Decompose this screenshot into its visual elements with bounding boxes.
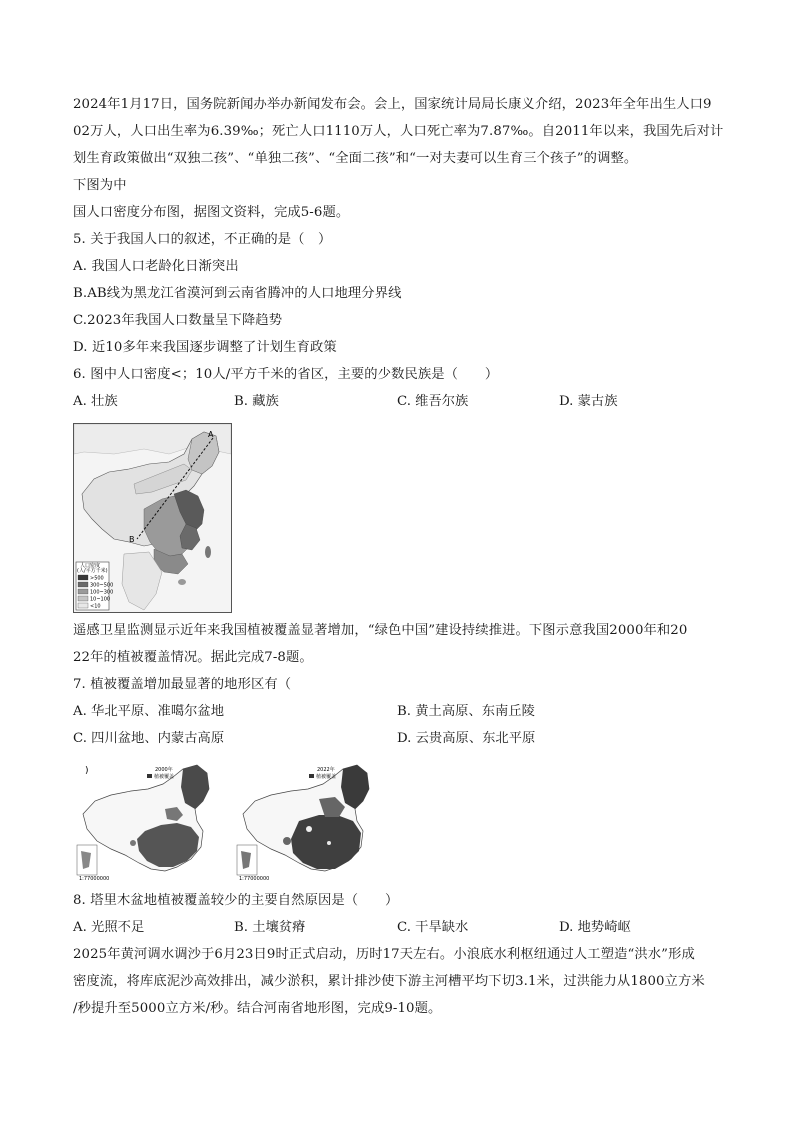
q8-option-c: C. 干旱缺水 [397, 920, 469, 935]
q7-stem: 7. 植被覆盖增加最显著的地形区有（ [73, 677, 292, 692]
q8-option-d: D. 地势崎岖 [559, 920, 631, 935]
intro3-line-2: 密度流，将库底泥沙高效排出，减少淤积，累计排沙使下游主河槽平均下切3.1米，过洪能力从1800立方米 [73, 974, 705, 989]
map2-left-legend: 植被覆盖 [154, 774, 175, 780]
q5-option-a: A. 我国人口老龄化日渐突出 [73, 259, 239, 274]
intro3-line-1: 2025年黄河调水调沙于6月23日9时正式启动，历时17天左右。小浪底水利枢纽通过人工塑造“洪水”形成 [73, 947, 695, 962]
legend-label: <10 [90, 603, 101, 610]
legend-swatch [78, 589, 88, 594]
map2-right-scale: 1:77000000 [239, 876, 270, 882]
map2-left-scale: 1:77000000 [79, 876, 110, 882]
legend-title: 人口密度 [80, 563, 101, 569]
vegetation-map-2022 [235, 761, 393, 882]
q5-option-b: B.AB线为黑龙江省漠河到云南省腾冲的人口地理分界线 [73, 286, 402, 301]
q6-stem: 6. 图中人口密度<；10人/平方千米的省区，主要的少数民族是（ ） [73, 367, 499, 382]
map-label-b: B [129, 535, 135, 544]
legend-label: 300~500 [90, 582, 114, 589]
intro2-line-1: 遥感卫星监测显示近年来我国植被覆盖显著增加，“绿色中国”建设持续推进。下图示意我国2000年和20 [73, 623, 688, 638]
q5-option-d: D. 近10多年来我国逐步调整了计划生育政策 [73, 340, 337, 355]
q5-stem: 5. 关于我国人口的叙述，不正确的是（ ） [73, 232, 332, 247]
q6-option-a: A. 壮族 [73, 394, 118, 409]
legend-label: >500 [90, 575, 104, 582]
intro-line-4: 下图为中 [73, 178, 127, 193]
map-label-a: A [208, 430, 214, 439]
q6-option-d: D. 蒙古族 [559, 394, 618, 409]
intro-line-5: 国人口密度分布图，据图文资料，完成5-6题。 [73, 205, 350, 220]
population-density-map [73, 423, 232, 613]
map2-right-year: 2022年 [317, 767, 335, 773]
svg-text:): ) [85, 766, 89, 776]
legend-label: 100~300 [90, 589, 114, 596]
legend-swatch [78, 575, 88, 580]
q7-option-a: A. 华北平原、准噶尔盆地 [73, 704, 225, 719]
map2-right-legend: 植被覆盖 [316, 774, 337, 780]
q6-option-c: C. 维吾尔族 [397, 394, 469, 409]
legend-swatch [78, 582, 88, 587]
intro-line-2: 02万人，人口出生率为6.39‰；死亡人口1110万人，人口死亡率为7.87‰。自2011年以来，我国先后对计 [73, 124, 724, 139]
q8-option-a: A. 光照不足 [73, 920, 145, 935]
q5-option-c: C.2023年我国人口数量呈下降趋势 [73, 313, 283, 328]
q6-option-b: B. 藏族 [234, 394, 279, 409]
intro-line-3: 划生育政策做出“双独二孩”、“单独二孩”、“全面二孩”和“一对夫妻可以生育三个孩子”的调整。 [73, 151, 638, 166]
legend-label: 10~100 [90, 596, 111, 603]
q7-option-c: C. 四川盆地、内蒙古高原 [73, 731, 225, 746]
intro2-line-2: 22年的植被覆盖情况。据此完成7-8题。 [73, 650, 313, 665]
legend-unit: (人/平方千米) [77, 568, 108, 574]
q7-option-b: B. 黄土高原、东南丘陵 [397, 704, 535, 719]
q7-option-d: D. 云贵高原、东北平原 [397, 731, 536, 746]
vegetation-maps [73, 759, 393, 884]
legend-swatch [78, 603, 88, 608]
vegetation-map-2000 [75, 761, 233, 882]
map2-left-year: 2000年 [155, 767, 173, 773]
intro3-line-3: /秒提升至5000立方米/秒。结合河南省地形图，完成9-10题。 [73, 1001, 442, 1016]
q8-stem: 8. 塔里木盆地植被覆盖较少的主要自然原因是（ ） [73, 893, 399, 908]
legend-swatch [78, 596, 88, 601]
q8-option-b: B. 土壤贫瘠 [234, 920, 306, 935]
intro-line-1: 2024年1月17日，国务院新闻办举办新闻发布会。会上，国家统计局局长康义介绍，2023年全年出生人口9 [73, 97, 712, 112]
